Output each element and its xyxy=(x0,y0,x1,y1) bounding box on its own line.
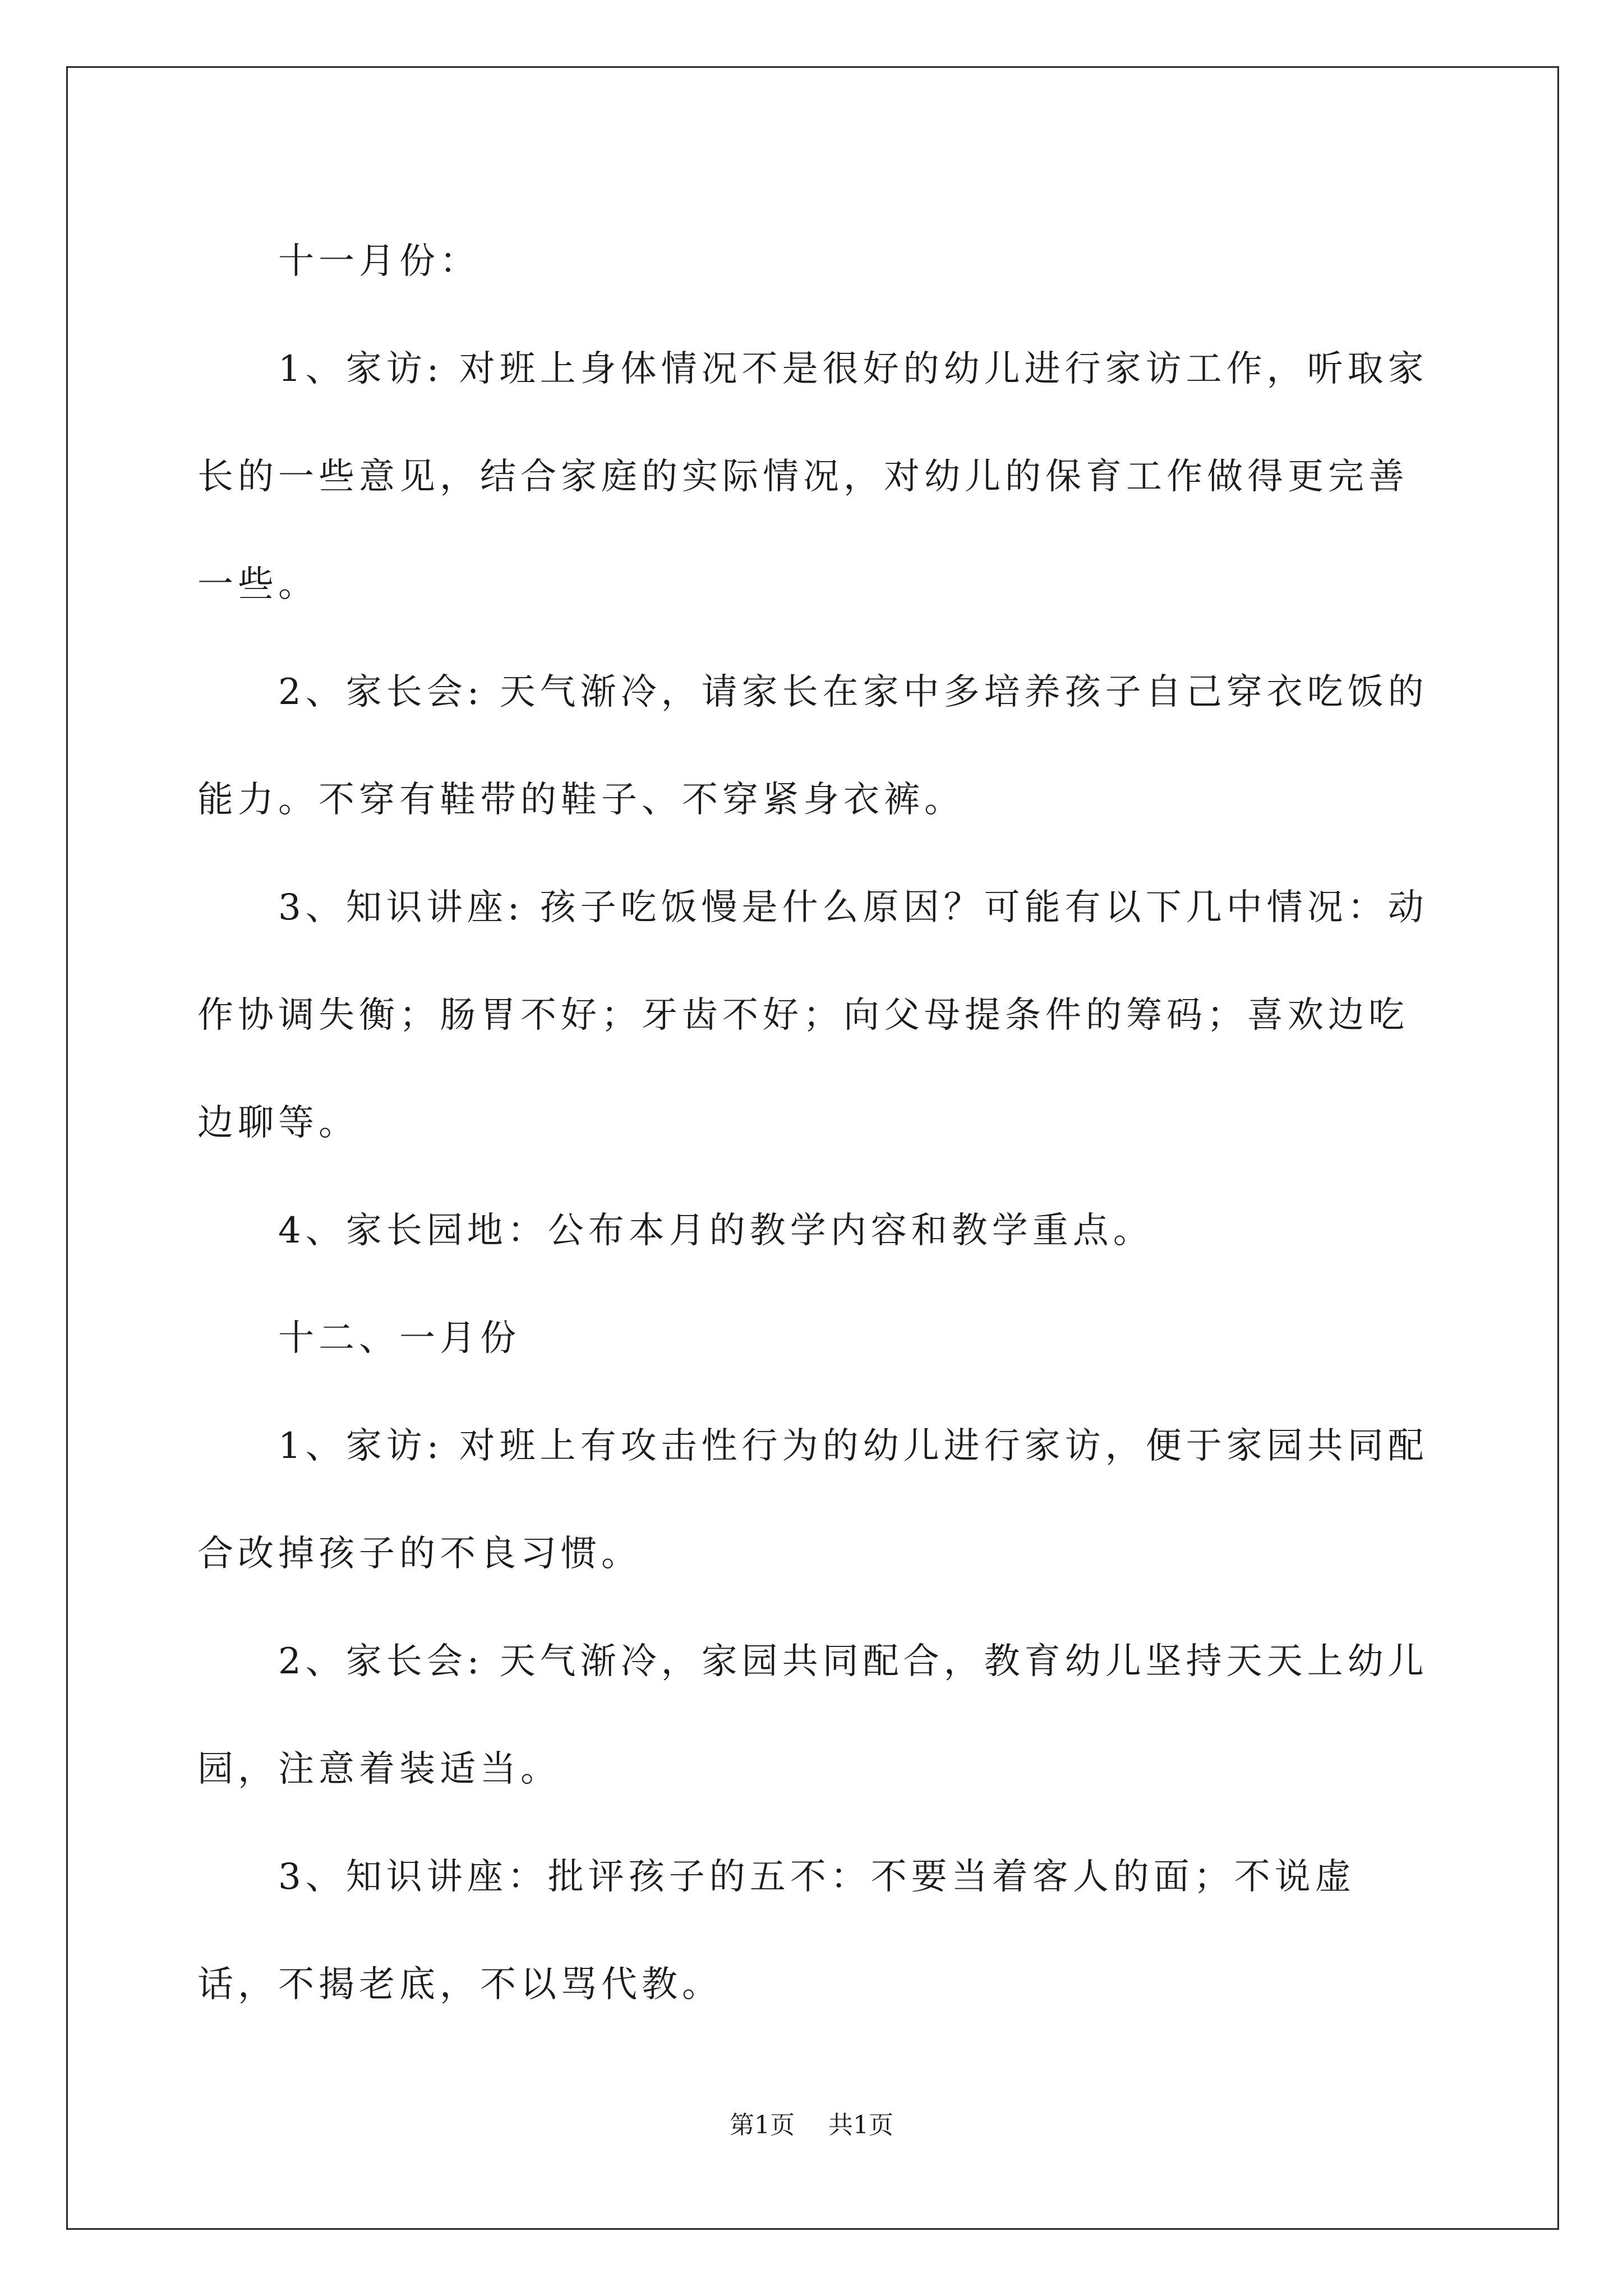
paragraph-november-home-visit: 1、家访: 对班上身体情况不是很好的幼儿进行家访工作，听取家长的一些意见，结合家庭的实际情况，对幼儿的保育工作做得更完善一些。 xyxy=(197,348,1428,605)
document-body xyxy=(197,208,1431,2039)
paragraph-december-home-visit: 1、家访: 对班上有攻击性行为的幼儿进行家访，便于家园共同配合改掉孩子的不良习惯。 xyxy=(197,1425,1428,1575)
paragraph-november-parent-meeting: 2、家长会: 天气渐冷，请家长在家中多培养孩子自己穿衣吃饭的能力。不穿有鞋带的鞋子、不穿紧身衣裤。 xyxy=(197,671,1428,821)
paragraph-december-lecture: 3、知识讲座：批评孩子的五不：不要当着客人的面；不说虚话，不揭老底，不以骂代教。 xyxy=(197,1856,1355,2005)
paragraph-november-parent-garden: 4、家长园地：公布本月的教学内容和教学重点。 xyxy=(278,1210,1154,1251)
page-number: 第1页 xyxy=(730,2111,795,2139)
heading-november: 十一月份： xyxy=(278,241,480,282)
paragraph-november-lecture: 3、知识讲座: 孩子吃饭慢是什么原因？可能有以下几中情况：动作协调失衡；肠胃不好；牙齿不好；向父母提条件的筹码；喜欢边吃边聊等。 xyxy=(197,887,1428,1144)
page-footer xyxy=(0,2105,1623,2141)
heading-december-january: 十二、一月份 xyxy=(278,1318,520,1359)
paragraph-december-parent-meeting: 2、家长会: 天气渐冷，家园共同配合，教育幼儿坚持天天上幼儿园，注意着装适当。 xyxy=(197,1641,1428,1790)
page-total: 共1页 xyxy=(828,2111,893,2139)
